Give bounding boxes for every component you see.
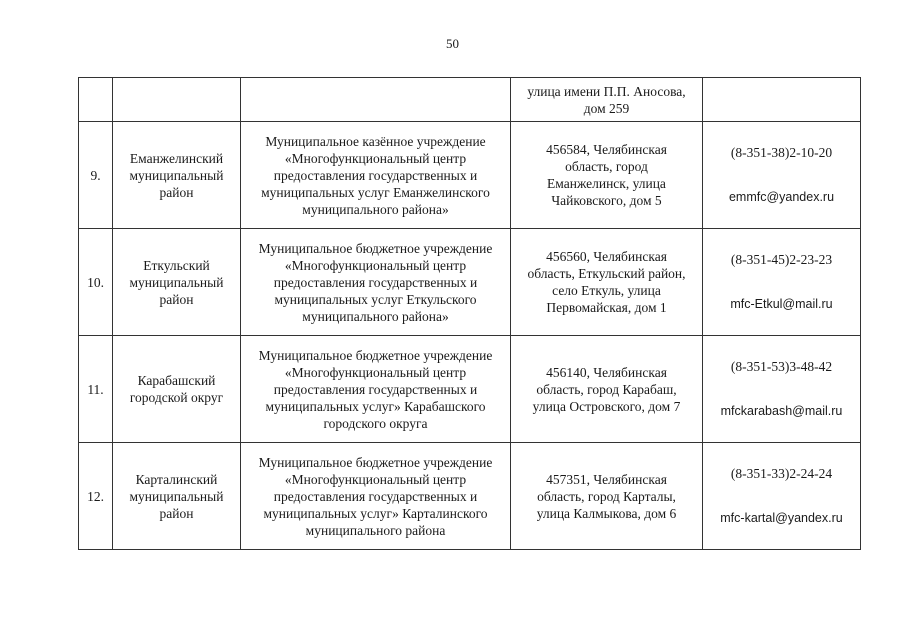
contacts-cell: [703, 443, 861, 550]
table-row: [79, 122, 861, 229]
contacts-cell: [703, 78, 861, 122]
address-cell: улица имени П.П. Аносова, дом 259: [511, 78, 703, 122]
row-number-cell: [79, 78, 113, 122]
institution-cell: [241, 78, 511, 122]
table-row-continued: [79, 78, 861, 122]
phone-number: (8-351-33)2-24-24: [730, 466, 833, 481]
email-address: mfc-kartal@yandex.ru: [720, 511, 843, 525]
contacts-cell: [703, 336, 861, 443]
address-cell: 456560, Челябинская область, Еткульский район, село Еткуль, улица Первомайская, дом 1: [511, 229, 703, 336]
district-cell: [113, 78, 241, 122]
address-cell: 457351, Челябинская область, город Карталы, улица Калмыкова, дом 6: [511, 443, 703, 550]
contacts-cell: [703, 122, 861, 229]
district-cell: Еткульский муниципальный район: [113, 229, 241, 336]
row-number-cell: 12.: [79, 443, 113, 550]
row-number-cell: 10.: [79, 229, 113, 336]
mfc-table: [78, 77, 861, 550]
page-number: 50: [446, 36, 459, 51]
table-row: [79, 336, 861, 443]
district-cell: Карталинский муниципальный район: [113, 443, 241, 550]
institution-cell: Муниципальное казённое учреждение «Многофункциональный центр предоставления государственных и муниципальных услуг Еманжелинского муниципального района»: [241, 122, 511, 229]
table-row: [79, 443, 861, 550]
table-row: [79, 229, 861, 336]
institution-cell: Муниципальное бюджетное учреждение «Многофункциональный центр предоставления государственных и муниципальных услуг Еткульского муниципального района»: [241, 229, 511, 336]
institution-cell: Муниципальное бюджетное учреждение «Многофункциональный центр предоставления государственных и муниципальных услуг» Карталинского муниципального района: [241, 443, 511, 550]
email-address: mfckarabash@mail.ru: [720, 404, 843, 418]
row-number-cell: 11.: [79, 336, 113, 443]
contacts-cell: [703, 229, 861, 336]
phone-number: (8-351-38)2-10-20: [730, 145, 833, 160]
email-address: emmfc@yandex.ru: [728, 190, 835, 204]
email-address: mfc-Etkul@mail.ru: [730, 297, 833, 311]
address-cell: 456584, Челябинская область, город Еманжелинск, улица Чайковского, дом 5: [511, 122, 703, 229]
row-number-cell: 9.: [79, 122, 113, 229]
district-cell: Карабашский городской округ: [113, 336, 241, 443]
phone-number: (8-351-53)3-48-42: [730, 359, 833, 374]
institution-cell: Муниципальное бюджетное учреждение «Многофункциональный центр предоставления государственных и муниципальных услуг» Карабашского городского округа: [241, 336, 511, 443]
district-cell: Еманжелинский муниципальный район: [113, 122, 241, 229]
address-cell: 456140, Челябинская область, город Карабаш, улица Островского, дом 7: [511, 336, 703, 443]
phone-number: (8-351-45)2-23-23: [730, 252, 833, 267]
